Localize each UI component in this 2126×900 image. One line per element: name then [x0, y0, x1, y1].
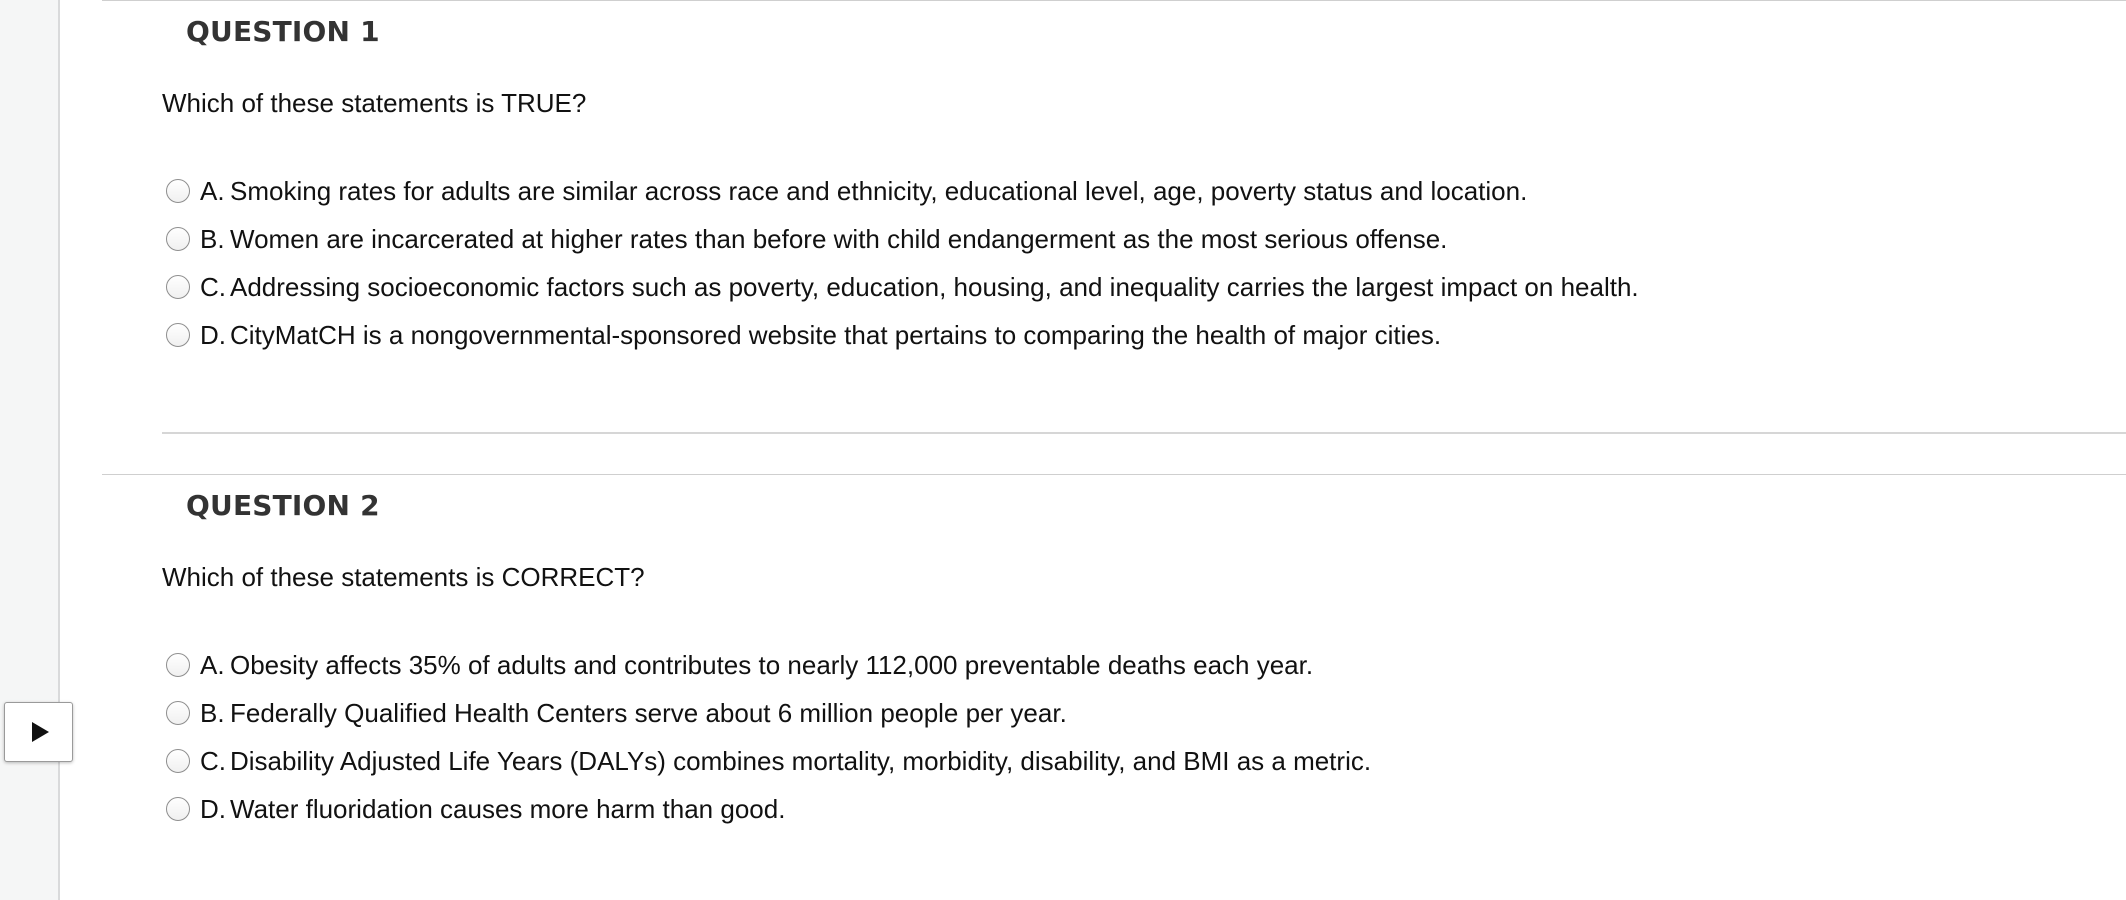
question-divider — [162, 432, 2126, 434]
radio-button[interactable] — [166, 653, 190, 677]
radio-button[interactable] — [166, 179, 190, 203]
answer-label[interactable]: A. Smoking rates for adults are similar across race and ethnicity, educational level, age, poverty status and location. — [200, 175, 1528, 206]
radio-button[interactable] — [166, 701, 190, 725]
answer-option-c[interactable] — [166, 263, 1639, 311]
radio-button[interactable] — [166, 275, 190, 299]
answer-list — [166, 641, 1371, 833]
expand-sidebar-button[interactable] — [4, 702, 73, 762]
answer-label[interactable]: C. Addressing socioeconomic factors such as poverty, education, housing, and inequality carries the largest impact on health. — [200, 271, 1639, 302]
answer-label[interactable]: B. Federally Qualified Health Centers serve about 6 million people per year. — [200, 697, 1067, 728]
answer-option-a[interactable] — [166, 167, 1639, 215]
answer-option-b[interactable] — [166, 215, 1639, 263]
answer-option-d[interactable] — [166, 785, 1371, 833]
radio-button[interactable] — [166, 227, 190, 251]
question-title: QUESTION 2 — [186, 489, 380, 522]
question-title: QUESTION 1 — [186, 15, 380, 48]
question-prompt: Which of these statements is TRUE? — [162, 88, 587, 118]
answer-label[interactable]: D. CityMatCH is a nongovernmental-sponsored website that pertains to comparing the health of major cities. — [200, 319, 1442, 350]
answer-label[interactable]: B. Women are incarcerated at higher rates than before with child endangerment as the most serious offense. — [200, 223, 1448, 254]
question-2 — [102, 474, 2126, 900]
radio-button[interactable] — [166, 323, 190, 347]
answer-label[interactable]: A. Obesity affects 35% of adults and contributes to nearly 112,000 preventable deaths each year. — [200, 649, 1314, 680]
answer-option-a[interactable] — [166, 641, 1371, 689]
answer-option-c[interactable] — [166, 737, 1371, 785]
left-sidebar-strip — [0, 0, 60, 900]
answer-option-b[interactable] — [166, 689, 1371, 737]
radio-button[interactable] — [166, 749, 190, 773]
test-content — [102, 0, 2126, 900]
question-1 — [102, 0, 2126, 474]
radio-button[interactable] — [166, 797, 190, 821]
answer-list — [166, 167, 1639, 359]
question-prompt: Which of these statements is CORRECT? — [162, 562, 645, 592]
answer-label[interactable]: D. Water fluoridation causes more harm than good. — [200, 793, 786, 824]
play-icon — [32, 722, 49, 742]
answer-label[interactable]: C. Disability Adjusted Life Years (DALYs) combines mortality, morbidity, disability, and BMI as a metric. — [200, 745, 1372, 776]
answer-option-d[interactable] — [166, 311, 1639, 359]
